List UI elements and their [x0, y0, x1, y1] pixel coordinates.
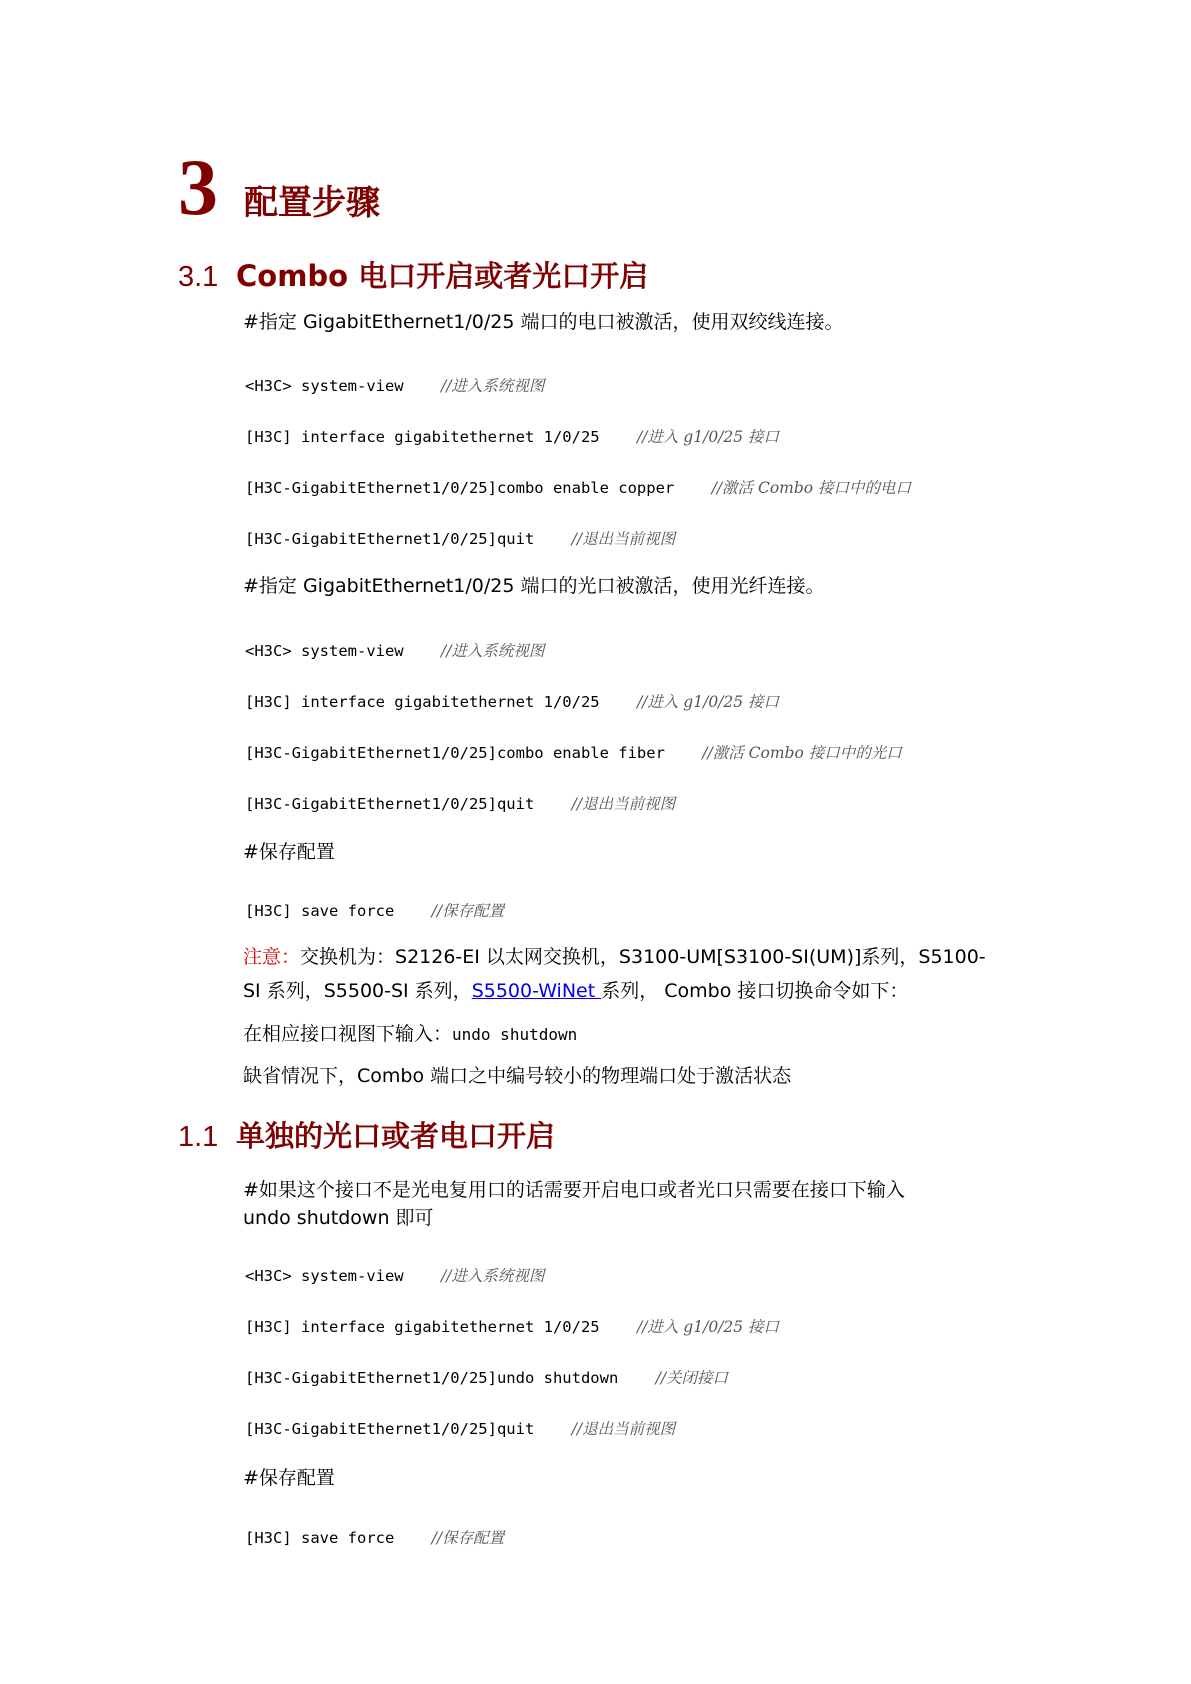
chapter-number: 3 [178, 144, 218, 232]
note-line-1 [243, 943, 986, 971]
section-heading-single [178, 1114, 555, 1155]
code-line [245, 425, 779, 447]
code-line [245, 1366, 728, 1388]
code-command: [H3C-GigabitEthernet1/0/25]quit [245, 530, 535, 548]
paragraph-default-state: 缺省情况下，Combo 端口之中编号较小的物理端口处于激活状态 [243, 1065, 792, 1087]
code-line [245, 639, 544, 661]
code-command: [H3C] interface gigabitethernet 1/0/25 [245, 1318, 600, 1336]
code-comment: //退出当前视图 [571, 795, 676, 813]
code-line [245, 476, 911, 498]
code-comment: //进入系统视图 [440, 642, 545, 660]
note-text: SI 系列，S5500-SI 系列， [243, 980, 472, 1002]
code-command: [H3C-GigabitEthernet1/0/25]quit [245, 795, 535, 813]
chapter-heading [178, 144, 380, 232]
section-number: 1.1 [178, 1121, 219, 1153]
code-comment: //保存配置 [431, 1529, 505, 1547]
note-paragraph [243, 943, 986, 1005]
paragraph-text: 在相应接口视图下输入： [243, 1023, 453, 1045]
code-comment: //关闭接口 [655, 1369, 729, 1387]
note-line-2 [243, 977, 986, 1005]
code-command: <H3C> system-view [245, 1267, 404, 1285]
code-comment: //保存配置 [431, 902, 505, 920]
code-comment: //激活 Combo 接口中的光口 [702, 744, 902, 762]
code-comment: //进入 g1/0/25 接口 [636, 693, 780, 711]
code-command: [H3C] interface gigabitethernet 1/0/25 [245, 693, 600, 711]
code-command: [H3C] save force [245, 902, 395, 920]
code-command: <H3C> system-view [245, 377, 404, 395]
code-line [245, 527, 675, 549]
code-comment: //激活 Combo 接口中的电口 [711, 479, 912, 497]
code-line [245, 1264, 544, 1286]
note-label: 注意： [243, 946, 301, 968]
note-text: 交换机为：S2126-EI 以太网交换机，S3100-UM[S3100-SI(UM)]系列，S5100- [300, 946, 986, 968]
chapter-title: 配置步骤 [244, 183, 380, 223]
paragraph-line: #如果这个接口不是光电复用口的话需要开启电口或者光口只需要在接口下输入 [243, 1179, 905, 1201]
paragraph-save-config: #保存配置 [243, 841, 335, 863]
code-line [245, 1526, 504, 1548]
code-command: [H3C-GigabitEthernet1/0/25]undo shutdown [245, 1369, 619, 1387]
paragraph-single-intro [243, 1176, 905, 1232]
code-command: <H3C> system-view [245, 642, 404, 660]
code-command: [H3C] interface gigabitethernet 1/0/25 [245, 428, 600, 446]
section-title: Combo 电口开启或者光口开启 [236, 259, 649, 293]
paragraph-line: undo shutdown 即可 [243, 1207, 434, 1229]
code-comment: //退出当前视图 [571, 1420, 676, 1438]
code-line [245, 374, 544, 396]
section-title: 单独的光口或者电口开启 [236, 1119, 556, 1153]
section-number: 3.1 [178, 261, 219, 293]
code-command: [H3C-GigabitEthernet1/0/25]quit [245, 1420, 535, 1438]
code-line [245, 899, 504, 921]
code-comment: //进入系统视图 [440, 1267, 545, 1285]
paragraph-copper-intro: #指定 GigabitEthernet1/0/25 端口的电口被激活，使用双绞线连接。 [243, 311, 844, 333]
code-line [245, 1417, 675, 1439]
code-line [245, 690, 779, 712]
section-heading-combo [178, 254, 648, 295]
code-command: [H3C] save force [245, 1529, 395, 1547]
note-text: 系列， Combo 接口切换命令如下： [601, 980, 909, 1002]
code-line [245, 1315, 779, 1337]
code-command: [H3C-GigabitEthernet1/0/25]combo enable fiber [245, 744, 665, 762]
code-command: [H3C-GigabitEthernet1/0/25]combo enable copper [245, 479, 675, 497]
paragraph-save-config: #保存配置 [243, 1467, 335, 1489]
code-comment: //进入 g1/0/25 接口 [636, 1318, 780, 1336]
code-line [245, 741, 902, 763]
code-comment: //进入系统视图 [440, 377, 545, 395]
paragraph-undo-shutdown [243, 1020, 577, 1049]
inline-command: undo shutdown [452, 1025, 578, 1044]
paragraph-fiber-intro: #指定 GigabitEthernet1/0/25 端口的光口被激活，使用光纤连接。 [243, 575, 825, 597]
code-comment: //退出当前视图 [571, 530, 676, 548]
code-comment: //进入 g1/0/25 接口 [636, 428, 780, 446]
s5500-winet-link[interactable]: S5500-WiNet [471, 980, 602, 1002]
code-line [245, 792, 675, 814]
